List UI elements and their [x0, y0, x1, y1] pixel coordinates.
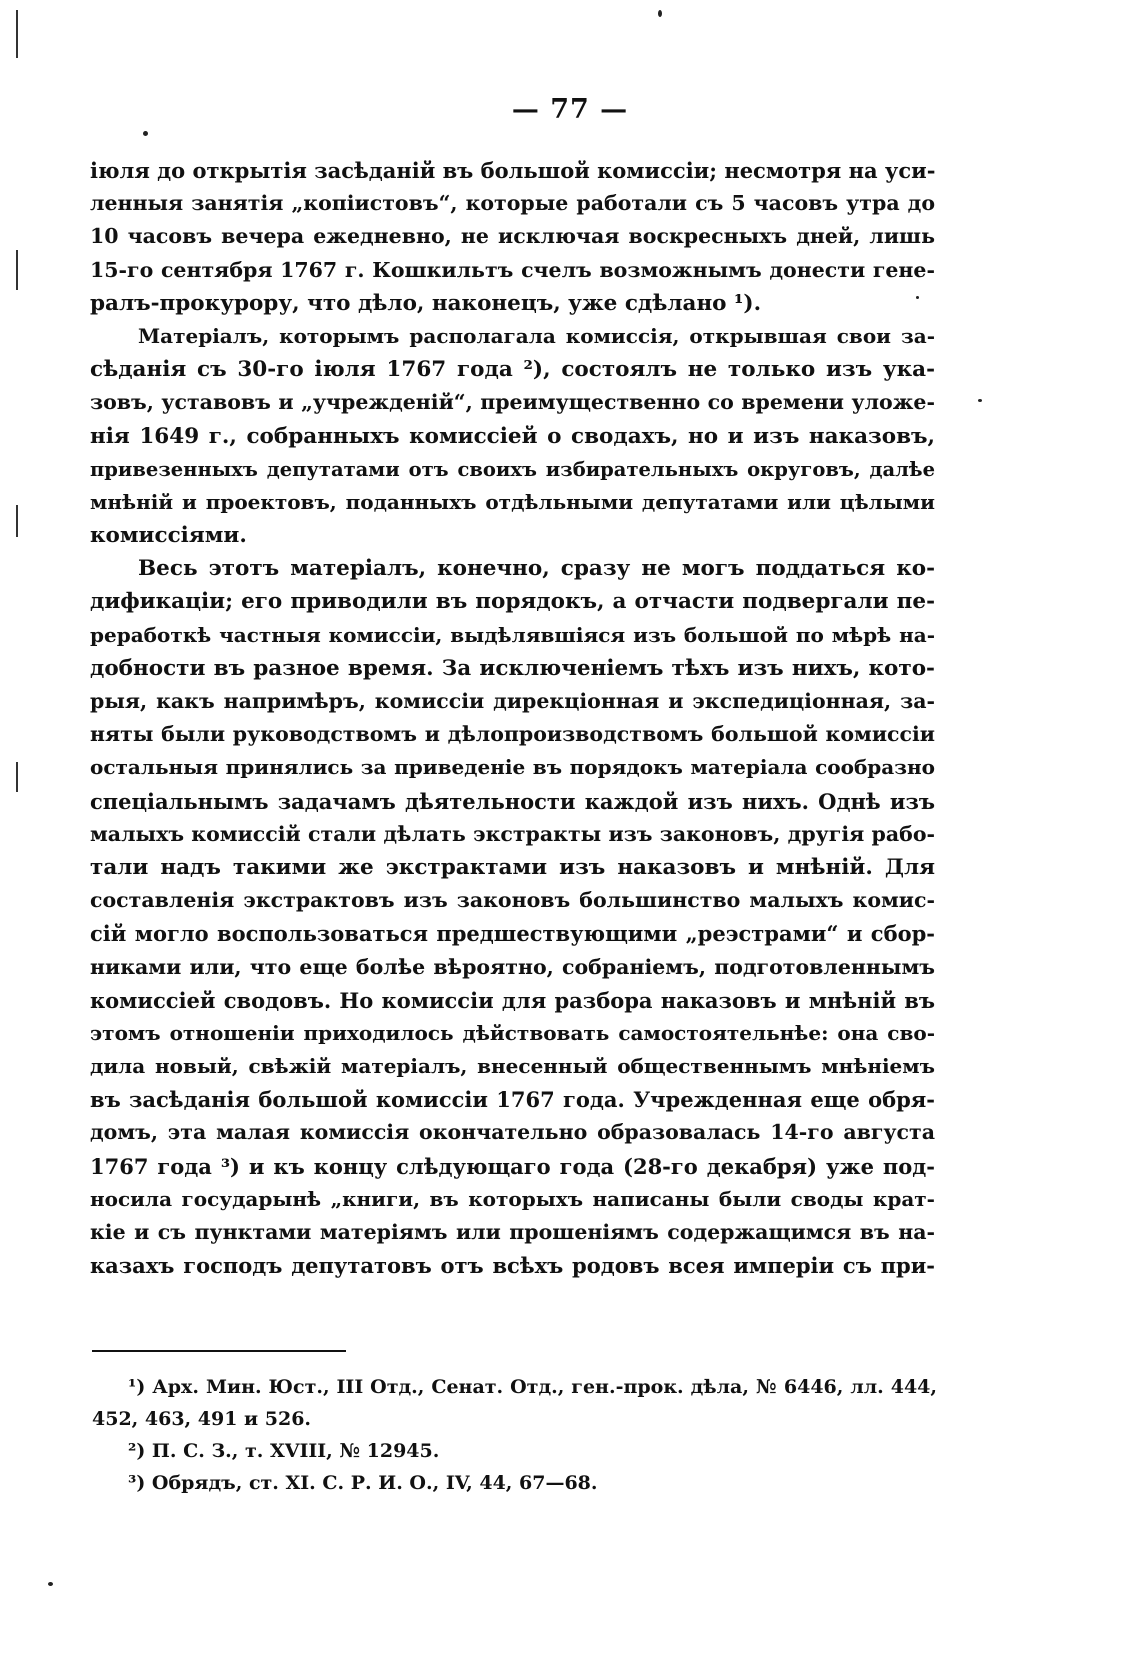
- text-line: дила новый, свѣжій матеріалъ, внесенный общественнымъ мнѣніемъ: [90, 1054, 935, 1079]
- text-line: въ засѣданія большой комиссіи 1767 года. Учрежденная еще обря-: [90, 1087, 935, 1113]
- text-line: 15-го сентября 1767 г. Кошкильтъ счелъ возможнымъ донести гене-: [90, 257, 935, 282]
- text-line: зовъ, уставовъ и „учрежденій“, преимущественно со времени уложе-: [90, 390, 935, 415]
- footnote-line: ¹) Арх. Мин. Юст., III Отд., Сенат. Отд., ген.-прок. дѣла, № 6446, лл. 444,: [128, 1376, 937, 1398]
- text-line: носила государынѣ „книги, въ которыхъ написаны были своды крат-: [90, 1186, 935, 1211]
- footnote-line: ³) Обрядъ, ст. XI. С. Р. И. О., IV, 44, 67—68.: [128, 1472, 598, 1494]
- text-line: мнѣній и проектовъ, поданныхъ отдѣльными депутатами или цѣлыми: [90, 489, 935, 514]
- text-line: домъ, эта малая комиссія окончательно образовалась 14-го августа: [90, 1120, 935, 1145]
- body-text: [90, 154, 935, 1282]
- text-line: малыхъ комиссій стали дѣлать экстракты изъ законовъ, другія рабо-: [90, 821, 935, 846]
- text-line: 10 часовъ вечера ежедневно, не исключая воскресныхъ дней, лишь: [90, 224, 935, 249]
- text-line: комиссіями.: [90, 523, 247, 549]
- text-line: Весь этотъ матеріалъ, конечно, сразу не могъ поддаться ко-: [138, 556, 935, 582]
- text-line: ленныя занятія „копіистовъ“, которые работали съ 5 часовъ утра до: [90, 191, 935, 216]
- text-line: іюля до открытія засѣданій въ большой комиссіи; несмотря на уси-: [90, 158, 936, 183]
- text-line: ралъ-прокурору, что дѣло, наконецъ, уже сдѣлано ¹).: [90, 290, 762, 316]
- scan-speck: [143, 131, 148, 136]
- page-number: — 77 —: [511, 94, 629, 125]
- text-line: дификаціи; его приводили въ порядокъ, а отчасти подвергали пе-: [90, 589, 935, 615]
- text-line: составленія экстрактовъ изъ законовъ большинство малыхъ комис-: [90, 888, 935, 913]
- text-line: няты были руководствомъ и дѣлопроизводствомъ большой комиссіи: [90, 722, 935, 747]
- text-line: Матеріалъ, которымъ располагала комиссія, открывшая свои за-: [138, 323, 935, 348]
- text-line: этомъ отношеніи приходилось дѣйствовать самостоятельнѣе: она сво-: [90, 1020, 935, 1045]
- scan-edge-mark: [16, 250, 18, 290]
- text-line: реработкѣ частныя комиссіи, выдѣлявшіяся изъ большой по мѣрѣ на-: [90, 622, 935, 647]
- text-line: тали надъ такими же экстрактами изъ наказовъ и мнѣній. Для: [90, 854, 935, 880]
- text-line: никами или, что еще болѣе вѣроятно, собраніемъ, подготовленнымъ: [90, 954, 935, 979]
- scan-speck: [658, 10, 662, 17]
- text-line: рыя, какъ напримѣръ, комиссіи дирекціонная и экспедиціонная, за-: [90, 689, 935, 713]
- text-line: казахъ господъ депутатовъ отъ всѣхъ родовъ всея имперіи съ при-: [90, 1253, 935, 1279]
- text-line: привезенныхъ депутатами отъ своихъ избирательныхъ округовъ, далѣе: [90, 457, 935, 481]
- text-line: кіе и съ пунктами матеріямъ или прошеніямъ содержащимся въ на-: [90, 1220, 935, 1244]
- text-line: нія 1649 г., собранныхъ комиссіей о сводахъ, но и изъ наказовъ,: [90, 423, 935, 449]
- footnote-line: 452, 463, 491 и 526.: [92, 1408, 312, 1430]
- text-line: сій могло воспользоваться предшествующими „реэстрами“ и сбор-: [90, 921, 935, 947]
- text-line: комиссіей сводовъ. Но комиссіи для разбора наказовъ и мнѣній въ: [90, 987, 935, 1013]
- footnote-line: ²) П. С. З., т. XVIII, № 12945.: [128, 1440, 440, 1462]
- text-line: сѣданія съ 30-го іюля 1767 года ²), состоялъ не только изъ ука-: [90, 357, 935, 383]
- text-line: добности въ разное время. За исключеніемъ тѣхъ изъ нихъ, кото-: [90, 655, 935, 681]
- scan-edge-mark: [16, 10, 18, 58]
- scan-edge-mark: [16, 762, 18, 792]
- scan-speck: [48, 1582, 53, 1586]
- scan-speck: [978, 399, 982, 402]
- text-line: остальныя принялись за приведеніе въ порядокъ матеріала сообразно: [90, 755, 935, 780]
- text-line: спеціальнымъ задачамъ дѣятельности каждой изъ нихъ. Однѣ изъ: [90, 788, 935, 814]
- footnote-separator: [92, 1350, 346, 1352]
- footnotes: [92, 1371, 937, 1499]
- scan-edge-mark: [16, 505, 18, 537]
- text-line: 1767 года ³) и къ концу слѣдующаго года (28-го декабря) уже под-: [90, 1153, 935, 1179]
